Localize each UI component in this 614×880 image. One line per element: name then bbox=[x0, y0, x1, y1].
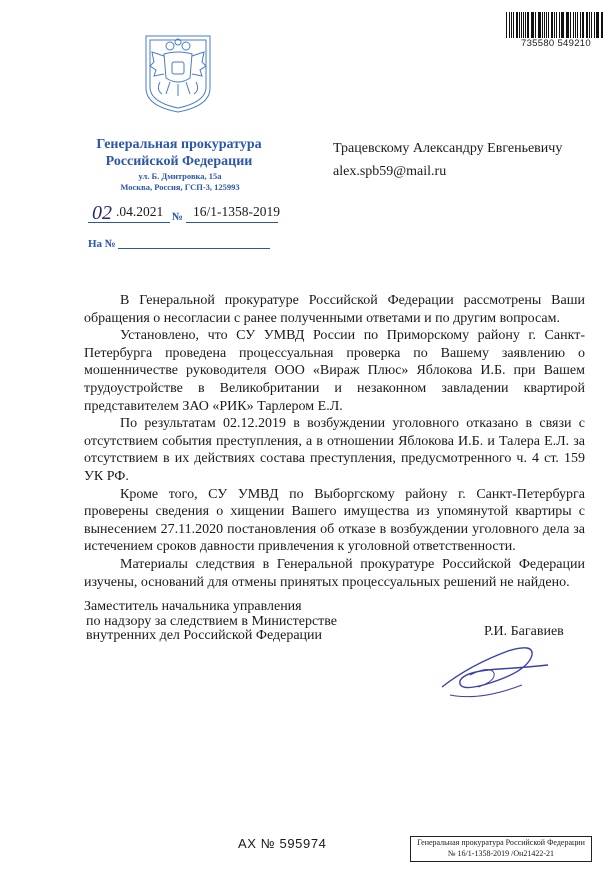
barcode-bar bbox=[506, 12, 507, 38]
barcode-bar bbox=[559, 12, 560, 38]
barcode-bar bbox=[580, 12, 581, 38]
recipient-name: Трацевскому Александру Евгеньевичу bbox=[333, 141, 563, 156]
letter-body bbox=[84, 292, 585, 591]
body-paragraph: Материалы следствия в Генеральной прокуратуре Российской Федерации изучены, оснований для отмены принятых процессуальных решений не найдено. bbox=[84, 556, 585, 590]
barcode-bar bbox=[535, 12, 536, 38]
org-line-1: Генеральная прокуратура bbox=[96, 137, 262, 152]
svg-text:02: 02 bbox=[92, 202, 112, 222]
barcode-bar bbox=[527, 12, 528, 38]
barcode-bar bbox=[586, 12, 588, 38]
barcode-bar bbox=[542, 12, 543, 38]
barcode-bar bbox=[509, 12, 510, 38]
barcode-bar bbox=[546, 12, 547, 38]
number-underline bbox=[186, 222, 278, 223]
barcode-bar bbox=[544, 12, 545, 38]
signatory-name: Р.И. Багавиев bbox=[484, 624, 564, 639]
outgoing-number: 16/1-1358-2019 bbox=[193, 204, 280, 219]
barcode-bar bbox=[539, 12, 540, 38]
barcode-bar bbox=[531, 12, 532, 38]
position-line-1: Заместитель начальника управления bbox=[84, 599, 302, 614]
registration-stamp bbox=[410, 836, 592, 862]
body-paragraph: Установлено, что СУ УМВД России по Приморскому району г. Санкт-Петербурга проведена процессуальная проверка по Вашему заявлению о мошенничестве руководителя ООО «Вираж Плюс» Яблокова И.Б. при Вашем трудоустройстве в Великобритании и незаконном завладении квартирой представителем ЗАО «РИК» Тарлером Е.Л. bbox=[84, 328, 585, 414]
barcode-bar bbox=[582, 12, 583, 38]
barcode-bar bbox=[523, 12, 524, 38]
barcode bbox=[506, 12, 604, 38]
barcode-bar bbox=[519, 12, 520, 38]
barcode-bar bbox=[591, 12, 592, 38]
barcode-bar bbox=[566, 12, 567, 38]
sender-organization bbox=[74, 136, 284, 170]
stamp-line-1: Генеральная прокуратура Российской Федерации bbox=[417, 838, 585, 847]
outgoing-date: .04.2021 bbox=[116, 204, 164, 219]
barcode-bar bbox=[525, 12, 526, 38]
body-paragraph: Кроме того, СУ УМВД по Выборгскому району г. Санкт-Петербурга проверены сведения о хищении Вашего имущества из упомянутой квартиры с вынесением 27.11.2020 постановления об отказе в возбуждении уголовного дела за истечением сроков давности привлечения к уголовной ответственности. bbox=[84, 486, 585, 555]
barcode-bar bbox=[521, 12, 522, 38]
position-line-3: внутренних дел Российской Федерации bbox=[86, 628, 323, 643]
barcode-bar bbox=[602, 12, 603, 38]
address-line-1: ул. Б. Дмитровка, 15а bbox=[138, 171, 222, 181]
reply-to-label: На № bbox=[88, 238, 116, 250]
barcode-bar bbox=[596, 12, 597, 38]
barcode-bar bbox=[583, 12, 584, 38]
barcode-number: 735580 549210 bbox=[521, 38, 591, 49]
recipient-email: alex.spb59@mail.ru bbox=[333, 164, 447, 179]
barcode-bar bbox=[554, 12, 555, 38]
body-paragraph: В Генеральной прокуратуре Российской Федерации рассмотрены Ваши обращения о несогласии с ранее полученными ответами и по другим вопросам. bbox=[84, 293, 585, 326]
barcode-bar bbox=[538, 12, 539, 38]
barcode-bar bbox=[573, 12, 574, 38]
barcode-bar bbox=[597, 12, 598, 38]
barcode-bar bbox=[556, 12, 557, 38]
barcode-bar bbox=[516, 12, 518, 38]
barcode-bar bbox=[594, 12, 595, 38]
form-serial-number: АХ № 595974 bbox=[238, 836, 327, 851]
barcode-bar bbox=[511, 12, 512, 38]
barcode-bar bbox=[567, 12, 569, 38]
address-line-2: Москва, Россия, ГСП-3, 125993 bbox=[120, 181, 240, 192]
number-label: № bbox=[172, 211, 184, 223]
barcode-bar bbox=[551, 12, 553, 38]
stamp-line-2: № 16/1-1358-2019 /Он21422-21 bbox=[447, 849, 555, 858]
date-underline bbox=[88, 222, 170, 223]
barcode-bar bbox=[548, 12, 549, 38]
sender-address bbox=[90, 171, 270, 192]
barcode-bar bbox=[589, 12, 590, 38]
barcode-bar bbox=[575, 12, 576, 38]
position-line-2: по надзору за следствием в Министерстве bbox=[86, 613, 338, 629]
barcode-bar bbox=[513, 12, 514, 38]
barcode-bar bbox=[561, 12, 562, 38]
body-paragraph: По результатам 02.12.2019 в возбуждении уголовного отказано в связи с отсутствием события преступления, а в отношении Яблокова И.Б. и Талера Е.Л. за отсутствием в их действиях состава преступления, предусмотренного ч. 4 ст. 159 УК РФ. bbox=[84, 416, 585, 484]
russian-eagle-emblem-icon bbox=[140, 32, 216, 114]
signatory-position bbox=[84, 600, 364, 644]
barcode-bar bbox=[601, 12, 602, 38]
org-line-2: Российской Федерации bbox=[105, 154, 253, 169]
reply-to-underline bbox=[118, 248, 270, 249]
barcode-bar bbox=[532, 12, 534, 38]
barcode-bar bbox=[562, 12, 563, 38]
barcode-bar bbox=[577, 12, 578, 38]
barcode-bar bbox=[570, 12, 571, 38]
